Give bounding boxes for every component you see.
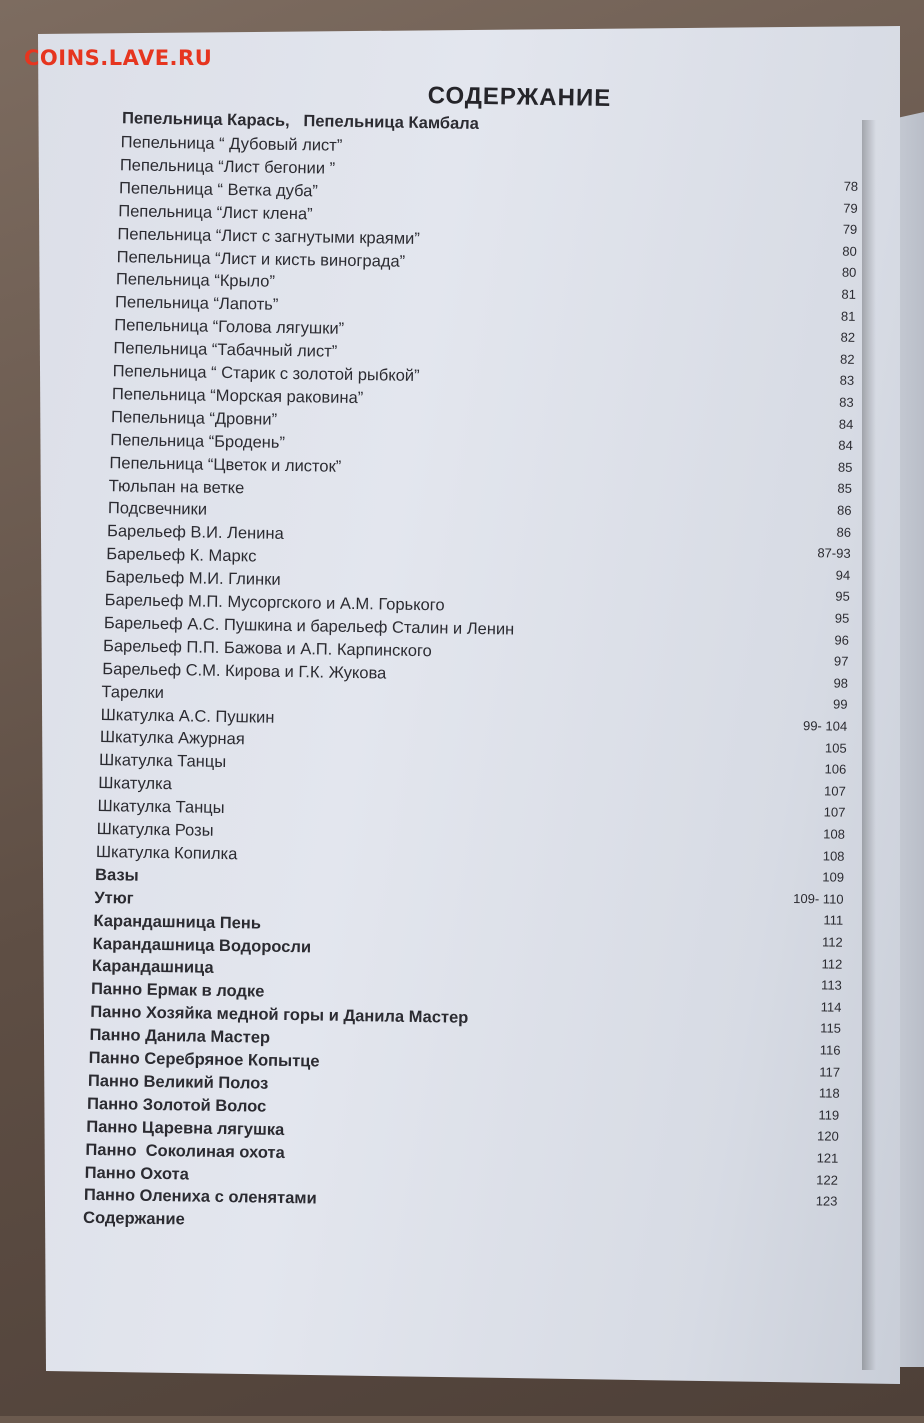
toc-entry: Пепельница “Лист клена” bbox=[118, 201, 313, 223]
toc-entry: Шкатулка Копилка bbox=[95, 842, 238, 864]
toc-page-number: 106 bbox=[824, 761, 847, 777]
toc-page-number: 87-93 bbox=[817, 545, 851, 561]
toc-page-number: 107 bbox=[823, 804, 846, 821]
toc-entry: Шкатулка Танцы bbox=[97, 797, 225, 818]
toc-page-number: 115 bbox=[820, 1020, 842, 1037]
toc-page-number: 85 bbox=[837, 459, 853, 475]
toc-entry: Пепельница “Табачный лист” bbox=[113, 339, 338, 361]
toc-entry: Панно Царевна лягушка bbox=[86, 1117, 285, 1139]
toc-page-number: 122 bbox=[816, 1171, 839, 1188]
toc-entry: Барельеф К. Маркс bbox=[106, 545, 257, 566]
toc-page-number: 79 bbox=[843, 200, 858, 216]
toc-entry: Панно Охота bbox=[84, 1163, 190, 1183]
toc-entry: Барельеф А.С. Пушкина и барельеф Сталин и Ленин bbox=[103, 613, 515, 639]
toc-entry: Пепельница “Голова лягушки” bbox=[114, 316, 345, 339]
toc-page-number: 108 bbox=[823, 826, 846, 842]
toc-page-number: 99- 104 bbox=[802, 718, 848, 734]
toc-page-number: 123 bbox=[815, 1193, 838, 1209]
toc-entry: Шкатулка bbox=[98, 774, 172, 794]
toc-entry: Панно Великий Полоз bbox=[87, 1071, 269, 1093]
toc-page-number: 96 bbox=[834, 632, 849, 648]
toc-page-number: 84 bbox=[838, 437, 853, 454]
toc-entry: Панно Серебряное Копытце bbox=[88, 1048, 320, 1071]
toc-page-number: 85 bbox=[837, 480, 853, 497]
toc-entry: Тарелки bbox=[101, 682, 165, 702]
toc-page-number: 113 bbox=[821, 977, 842, 993]
toc-entry: Пепельница “Дровни” bbox=[110, 407, 278, 429]
toc-page-number: 95 bbox=[834, 610, 850, 626]
toc-entry: Барельеф М.И. Глинки bbox=[105, 568, 281, 589]
toc-entry: Панно Соколиная охота bbox=[85, 1140, 285, 1162]
toc-page-number: 97 bbox=[833, 653, 849, 669]
toc-page-number: 78 bbox=[843, 178, 859, 194]
toc-entry: Карандашница Пень bbox=[93, 911, 262, 933]
toc-page-number: 107 bbox=[823, 783, 846, 799]
toc-entry: Пепельница “Морская раковина” bbox=[111, 385, 364, 408]
toc-entry: Пепельница “Бродень” bbox=[110, 430, 286, 452]
toc-entry: Пепельница “ Старик с золотой рыбкой” bbox=[112, 362, 420, 386]
page-title: СОДЕРЖАНИЕ bbox=[427, 82, 612, 112]
toc-page-number: 95 bbox=[835, 588, 850, 605]
toc-entry: Содержание bbox=[82, 1209, 185, 1229]
toc-page-number: 83 bbox=[839, 373, 855, 389]
toc-page-number: 80 bbox=[841, 265, 857, 281]
toc-page-number: 112 bbox=[821, 934, 843, 950]
toc-entry: Пепельница “Лист с загнутыми краями” bbox=[117, 224, 420, 248]
toc-entry: Панно Олениха с оленятами bbox=[83, 1186, 317, 1208]
toc-entry: Пепельница “Крыло” bbox=[115, 270, 276, 292]
toc-page-number: 114 bbox=[820, 999, 842, 1015]
toc-page-number: 111 bbox=[823, 912, 844, 929]
toc-page-number: 120 bbox=[816, 1128, 839, 1145]
toc-entry: Шкатулка Розы bbox=[96, 819, 214, 840]
toc-page-number: 112 bbox=[821, 955, 843, 972]
toc-entry: Барельеф В.И. Ленина bbox=[106, 522, 284, 544]
toc-page-number: 119 bbox=[818, 1107, 840, 1123]
toc-page-number: 82 bbox=[840, 351, 855, 367]
toc-page-number: 116 bbox=[819, 1042, 841, 1058]
toc-page-number: 108 bbox=[822, 847, 845, 864]
toc-entry: Барельеф М.П. Мусоргского и А.М. Горького bbox=[104, 591, 445, 615]
toc-page-number: 118 bbox=[818, 1085, 840, 1101]
toc-page-number: 98 bbox=[833, 675, 849, 691]
toc-entry: Карандашница Водоросли bbox=[92, 934, 312, 956]
toc-entry: Шкатулка Ажурная bbox=[99, 728, 245, 749]
toc-entry: Утюг bbox=[94, 888, 134, 908]
toc-entry: Барельеф П.П. Бажова и А.П. Карпинского bbox=[102, 636, 432, 661]
toc-page-number: 117 bbox=[819, 1063, 841, 1080]
toc-page-number: 83 bbox=[839, 394, 854, 410]
toc-entry: Панно Данила Мастер bbox=[89, 1026, 271, 1047]
toc-page-number: 82 bbox=[840, 329, 856, 346]
toc-page-number: 86 bbox=[836, 502, 852, 518]
toc-page-number: 86 bbox=[836, 524, 852, 540]
toc-entry: Карандашница bbox=[91, 957, 214, 978]
toc-page-number: 109 bbox=[822, 869, 845, 885]
toc-entry: Пепельница “Лист бегонии ” bbox=[119, 156, 336, 178]
toc-entry: Панно Хозяйка медной горы и Данила Мастер bbox=[90, 1003, 469, 1028]
toc-page-number: 81 bbox=[840, 308, 856, 324]
toc-page-number: 105 bbox=[824, 740, 847, 756]
toc-page-number: 81 bbox=[841, 286, 857, 302]
toc-entry: Пепельница “Цветок и листок” bbox=[109, 453, 342, 476]
toc-page-number: 84 bbox=[838, 416, 854, 432]
watermark: COINS.LAVE.RU bbox=[24, 46, 213, 70]
toc-entry: Вазы bbox=[94, 865, 139, 885]
toc-entry: Тюльпан на ветке bbox=[108, 476, 245, 497]
toc-entry: Пепельница “Лапоть” bbox=[114, 293, 279, 315]
toc-entry: Пепельница “ Ветка дуба” bbox=[118, 179, 319, 201]
toc-page-number: 99 bbox=[832, 696, 848, 713]
toc-page-number: 79 bbox=[842, 221, 858, 238]
toc-entry: Шкатулка Танцы bbox=[98, 751, 227, 772]
toc-page-number: 94 bbox=[835, 567, 851, 583]
toc-entry: Барельеф С.М. Кирова и Г.К. Жукова bbox=[102, 659, 387, 683]
toc-entry: Пепельница “Лист и кисть винограда” bbox=[116, 247, 406, 271]
toc-page-number: 109- 110 bbox=[793, 890, 844, 907]
toc-entry: Панно Ермак в лодке bbox=[90, 980, 265, 1001]
toc-entry: Панно Золотой Волос bbox=[86, 1094, 267, 1116]
toc-first-entry: Пепельница Карась, Пепельница Камбала bbox=[121, 109, 480, 133]
toc-entry: Шкатулка А.С. Пушкин bbox=[100, 705, 275, 727]
toc-entry: Подсвечники bbox=[107, 499, 208, 520]
toc-entry: Пепельница “ Дубовый лист” bbox=[120, 133, 343, 155]
toc-page-number: 80 bbox=[842, 243, 857, 259]
toc-page-number: 121 bbox=[816, 1150, 839, 1166]
